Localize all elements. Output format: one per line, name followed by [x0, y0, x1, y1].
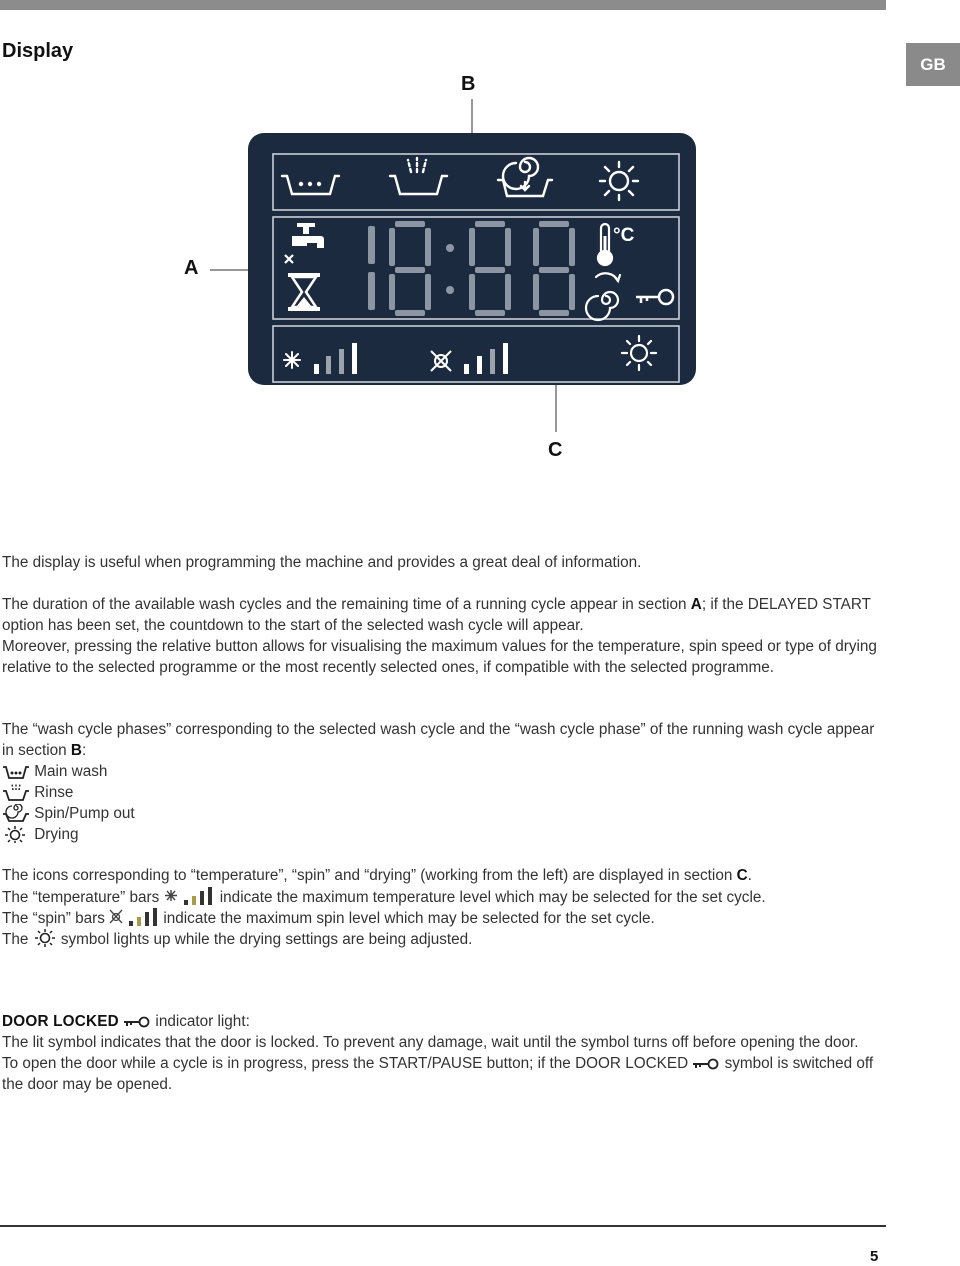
max-values-paragraph: Moreover, pressing the relative button allows for visualising the maximum values for the temperature, spin speed or type of drying relative to the selected programme or the most recently selected ones, if compatible with the selected programme.	[2, 638, 877, 676]
door-locked-paragraph-1: The lit symbol indicates that the door is locked. To prevent any damage, wait until the symbol turns off before opening the door.	[2, 1034, 859, 1051]
section-ref-b: B	[70, 742, 82, 759]
spin-bars-paragraph: The “spin” bars indicate the maximum spin level which may be selected for the set cycle.	[2, 907, 882, 929]
drying-sun-icon	[33, 928, 57, 948]
label-a: A	[184, 257, 199, 279]
key-icon	[692, 1056, 720, 1072]
section-ref-a: A	[690, 596, 702, 613]
phase-drying: Drying	[2, 824, 78, 845]
page-title: Display	[2, 40, 74, 62]
intro-paragraph: The display is useful when programming the machine and provides a great deal of information.	[2, 554, 642, 571]
rinse-icon	[2, 783, 30, 801]
spin-bars-icon	[109, 907, 159, 927]
temp-unit-label: °C	[613, 225, 635, 246]
spin-pump-out-icon	[2, 804, 30, 822]
bottom-rule	[0, 1225, 886, 1227]
language-badge: GB	[906, 43, 960, 86]
section-b-paragraph: The “wash cycle phases” corresponding to the selected wash cycle and the “wash cycle phase” of the running wash cycle appear in section B:	[2, 721, 875, 759]
main-wash-icon	[2, 762, 30, 780]
temperature-bars-paragraph: The “temperature” bars indicate the maximum temperature level which may be selected for the set cycle.	[2, 886, 882, 908]
section-c-paragraph: The icons corresponding to “temperature”, “spin” and “drying” (working from the left) are displayed in section C.	[2, 867, 752, 884]
spin-level-icon	[431, 351, 451, 371]
label-b: B	[461, 73, 476, 95]
section-a-paragraph: The duration of the available wash cycles and the remaining time of a running cycle appear in section A; if the DELAYED START option has been set, the countdown to the start of the selected wash cycle will appear.	[2, 596, 871, 634]
drying-icon	[2, 825, 30, 843]
key-icon	[123, 1014, 151, 1030]
temperature-bars-icon	[164, 886, 216, 906]
display-panel-diagram	[0, 95, 960, 435]
drying-symbol-paragraph: The symbol lights up while the drying settings are being adjusted.	[2, 928, 882, 950]
phase-main-wash: Main wash	[2, 761, 107, 782]
phase-spin-pump-out: Spin/Pump out	[2, 803, 135, 824]
page-number: 5	[870, 1248, 879, 1265]
label-c: C	[548, 439, 563, 461]
top-rule	[0, 0, 886, 10]
door-locked-title: DOOR LOCKED	[2, 1013, 119, 1030]
temperature-snowflake-icon	[284, 352, 300, 368]
door-locked-paragraph-2: To open the door while a cycle is in progress, press the START/PAUSE button; if the DOOR LOCKED symbol is switched off the door may be opened.	[2, 1055, 874, 1093]
door-locked-heading: DOOR LOCKED indicator light:	[2, 1013, 250, 1030]
section-ref-c: C	[736, 867, 748, 884]
phase-rinse: Rinse	[2, 782, 73, 803]
